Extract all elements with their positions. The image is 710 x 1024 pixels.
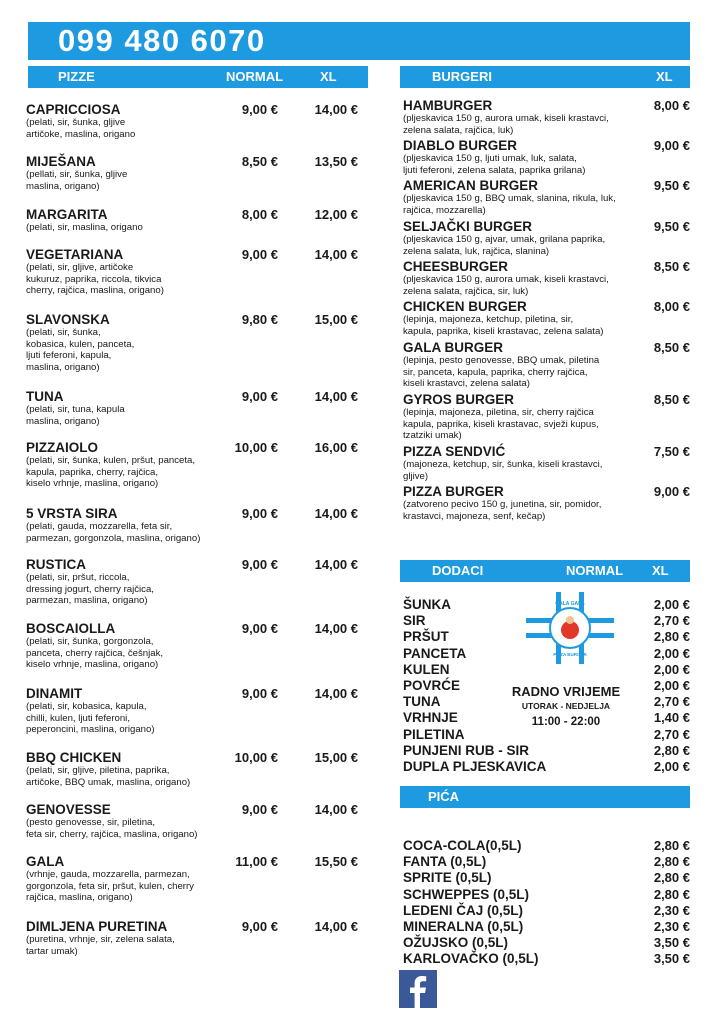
burger-item [403,444,648,482]
pizza-price-xl: 15,50 € [314,854,358,869]
hours-time: 11:00 - 22:00 [531,716,601,728]
addon-price: 2,00 € [653,597,690,612]
pizza-price-normal: 9,00 € [241,919,278,934]
pizza-item [26,102,241,140]
drink-name: SCHWEPPES (0,5L) [403,886,530,902]
pizza-price-xl: 14,00 € [314,557,358,572]
burger-price: 8,50 € [653,392,690,407]
pizza-item [26,154,241,192]
pizza-price-normal: 9,00 € [241,802,278,817]
pizza-price-normal: 10,00 € [234,440,278,455]
addon-name: PUNJENI RUB - SIR [403,742,530,758]
burger-name: GYROS BURGER [403,392,515,407]
burger-item [403,259,648,297]
pizza-item [26,506,241,544]
burger-price: 9,50 € [653,219,690,234]
burger-description: (zatvoreno pecivo 150 g, junetina, sir, pomidor, krastavci, majoneza, senf, kečap) [403,499,602,522]
addon-price: 2,00 € [653,661,690,677]
pizza-name: SLAVONSKA [26,312,110,327]
pizza-price-normal: 9,00 € [241,621,278,636]
pizza-price-xl: 12,00 € [314,207,358,222]
pizza-description: (pelati, sir, šunka, kobasica, kulen, panceta, ljuti feferoni, kapula, maslina, origano) [26,327,135,373]
pizza-price-xl: 15,00 € [314,312,358,327]
pizza-item [26,247,241,297]
burger-description: (lepinja, majoneza, ketchup, piletina, sir, kapula, paprika, kiseli krastavac, zelena salata) [403,314,604,337]
pizze-normal-label: NORMAL [226,69,284,84]
pizza-item [26,440,241,490]
pizza-name: 5 VRSTA SIRA [26,506,118,521]
pizze-xl-label: XL [320,69,337,84]
burger-item [403,484,648,522]
pizza-item [26,854,241,904]
addon-price: 2,00 € [653,645,690,661]
burger-description: (pljeskavica 150 g, ljuti umak, luk, salata, ljuti feferoni, zelena salata, paprika grilana) [403,153,586,176]
drink-name: SPRITE (0,5L) [403,870,492,886]
pizza-price-normal: 8,50 € [241,154,278,169]
pizza-description: (puretina, vrhnje, sir, zelena salata, tartar umak) [26,934,175,957]
burger-item [403,392,648,442]
addon-name: TUNA [403,694,441,710]
pizza-item [26,389,241,427]
pizza-price-normal: 11,00 € [235,854,278,869]
pizza-description: (pelati, sir, kobasica, kapula, chilli, kulen, ljuti feferoni, peperoncini, maslina, origano) [26,701,155,736]
facebook-glyph-icon [399,970,437,1008]
burger-name: CHICKEN BURGER [403,299,527,314]
pizza-description: (pelati, sir, šunka, gorgonzola, panceta, cherry rajčica, češnjak, kiselo vrhnje, maslina, origano) [26,636,164,671]
pizza-name: VEGETARIANA [26,247,124,262]
pizza-price-xl: 14,00 € [314,802,358,817]
drink-name: FANTA (0,5L) [403,854,487,870]
pizza-name: DIMLJENA PURETINA [26,919,168,934]
pizza-name: BBQ CHICKEN [26,750,122,765]
drink-price: 2,80 € [653,870,690,886]
pizze-header [28,66,368,88]
burger-description: (majoneza, ketchup, sir, šunka, kiseli krastavci, gljive) [403,459,603,482]
addon-name: ŠUNKA [403,597,452,612]
burger-price: 8,50 € [653,340,690,355]
pizza-item [26,802,241,840]
drink-name: KARLOVAČKO (0,5L) [403,951,539,967]
burger-name: PIZZA BURGER [403,484,504,499]
dodaci-xl-label: XL [652,563,669,578]
pizza-item [26,750,241,788]
drink-name: OŽUJSKO (0,5L) [403,935,509,951]
addon-name: PILETINA [403,726,465,742]
burger-name: AMERICAN BURGER [403,178,538,193]
addon-name: PRŠUT [403,629,449,645]
burgeri-xl-label: XL [656,69,673,84]
phone-banner [28,22,690,60]
drink-price: 3,50 € [653,951,690,967]
pizza-name: GENOVESSE [26,802,111,817]
pizza-price-normal: 9,00 € [241,102,278,117]
drink-name: COCA-COLA(0,5L) [403,838,522,853]
burger-price: 9,00 € [653,138,690,153]
pizza-item [26,919,241,957]
pizza-price-normal: 9,00 € [241,557,278,572]
burger-item [403,299,648,337]
burger-price: 7,50 € [653,444,690,459]
working-hours [500,684,632,731]
addon-name: POVRĆE [403,678,461,693]
pizza-price-normal: 9,80 € [241,312,278,327]
pizza-price-xl: 16,00 € [314,440,358,455]
burger-price: 8,00 € [653,98,690,113]
addon-name: KULEN [403,661,450,677]
drink-price: 2,80 € [653,886,690,902]
pizza-price-xl: 14,00 € [314,102,358,117]
addon-price: 2,70 € [653,694,690,710]
addon-name: DUPLA PLJESKAVICA [403,759,547,774]
dodaci-normal-label: NORMAL [566,563,624,578]
pizza-name: DINAMIT [26,686,83,701]
addon-price: 2,80 € [653,629,690,645]
burger-name: DIABLO BURGER [403,138,517,153]
drink-price: 2,30 € [653,902,690,918]
burger-description: (lepinja, pesto genovesse, BBQ umak, piletina sir, panceta, kapula, paprika, cherry rajčica, kiseli krastavci, zelena salata) [403,355,600,390]
addon-price: 2,80 € [653,742,690,758]
pizza-price-xl: 13,50 € [314,154,358,169]
pizza-name: MIJEŠANA [26,154,96,169]
pizza-description: (vrhnje, gauda, mozzarella, parmezan, gorgonzola, feta sir, pršut, kulen, cherry rajčica, maslina, origano) [26,869,194,904]
phone-number[interactable]: 099 480 6070 [58,23,266,58]
burger-description: (pljeskavica 150 g, BBQ umak, slanina, rikula, luk, rajčica, mozzarella) [403,193,616,216]
pizza-price-xl: 14,00 € [314,389,358,404]
pizze-title: PIZZE [58,69,95,84]
burger-price: 9,00 € [653,484,690,499]
pizza-description: (pelati, gauda, mozzarella, feta sir, parmezan, gorgonzola, maslina, origano) [26,521,201,544]
addon-price: 2,00 € [653,759,690,774]
burger-item [403,178,648,216]
pizza-name: MARGARITA [26,207,108,222]
pizza-description: (pelati, sir, šunka, kulen, pršut, panceta, kapula, paprika, cherry, rajčica, kiselo vrhnje, maslina, origano) [26,455,196,490]
burger-name: HAMBURGER [403,98,493,113]
addon-name: VRHNJE [403,710,458,726]
drink-price: 2,80 € [653,838,690,853]
burger-name: SELJAČKI BURGER [403,219,533,234]
logo-text-top: GALA GALA [555,601,585,607]
addon-price: 2,70 € [653,613,690,629]
pizza-price-xl: 15,00 € [314,750,358,765]
pizza-price-normal: 9,00 € [241,686,278,701]
addon-price: 2,00 € [653,678,690,693]
pizza-name: CAPRICCIOSA [26,102,121,117]
pizza-price-normal: 8,00 € [241,207,278,222]
pizza-description: (pelati, sir, šunka, gljive artičoke, maslina, origano [26,117,136,140]
hours-days: UTORAK - NEDJELJA [521,701,611,711]
pizza-price-xl: 14,00 € [314,919,358,934]
pizza-price-normal: 10,00 € [234,750,278,765]
pica-title: PIĆA [428,789,460,804]
burger-name: PIZZA SENDVIĆ [403,444,506,459]
dodaci-header [400,560,690,582]
pizza-item [26,686,241,736]
burger-description: (pljeskavica 150 g, aurora umak, kiseli krastavci, zelena salata, rajčica, luk) [403,113,609,136]
pizza-name: PIZZAIOLO [26,440,98,455]
pizza-price-xl: 14,00 € [314,506,358,521]
pizza-price-normal: 9,00 € [241,506,278,521]
burger-item [403,219,648,257]
burger-description: (pljeskavica 150 g, ajvar, umak, grilana paprika, zelena salata, luk, rajčica, slanina) [403,234,606,257]
pizza-description: (pelati, sir, tuna, kapula maslina, origano) [26,404,125,427]
addon-name: PANCETA [403,645,467,661]
facebook-icon[interactable] [399,970,437,1008]
hours-title: RADNO VRIJEME [511,684,621,699]
pizza-description: (pelati, sir, gljive, piletina, paprika, artičoke, BBQ umak, maslina, origano) [26,765,191,788]
addon-price: 1,40 € [653,710,690,726]
burger-description: (lepinja, majoneza, piletina, sir, cherry rajčica kapula, paprika, kiseli krastavac, svježi kupus, tzatziki umak) [403,407,599,442]
addon-name: SIR [403,613,426,629]
pizza-description: (pelati, sir, maslina, origano [26,222,143,233]
restaurant-logo [526,592,614,664]
burger-name: CHEESBURGER [403,259,509,274]
pizza-name: GALA [26,854,65,869]
burgeri-title: BURGERI [432,69,492,84]
pica-header [400,786,690,808]
pizza-item [26,557,241,607]
pizza-price-xl: 14,00 € [314,247,358,262]
pizza-price-normal: 9,00 € [241,247,278,262]
pizza-price-xl: 14,00 € [314,686,358,701]
burger-price: 8,00 € [653,299,690,314]
pizza-description: (pelati, sir, gljive, artičoke kukuruz, paprika, riccola, tikvica cherry, rajčica, maslina, origano) [26,262,164,297]
drink-price: 2,80 € [653,854,690,870]
pizza-price-normal: 9,00 € [241,389,278,404]
pizza-description: (pellati, sir, šunka, gljive maslina, origano) [26,169,128,192]
pizza-item [26,312,241,373]
drink-name: LEDENI ČAJ (0,5L) [403,902,524,918]
burger-item [403,98,648,136]
pizza-name: TUNA [26,389,64,404]
burger-item [403,340,648,390]
pizza-name: BOSCAIOLLA [26,621,116,636]
pizza-name: RUSTICA [26,557,86,572]
drink-price: 3,50 € [653,935,690,951]
dodaci-title: DODACI [432,563,484,578]
pizza-item [26,621,241,671]
drink-name: MINERALNA (0,5L) [403,919,524,934]
burger-price: 8,50 € [653,259,690,274]
addon-price: 2,70 € [653,726,690,742]
drink-price: 2,30 € [653,919,690,934]
burger-name: GALA BURGER [403,340,503,355]
pizza-item [26,207,241,234]
pizza-description: (pelati, sir, pršut, riccola, dressing jogurt, cherry rajčica, parmezan, maslina, origano) [26,572,154,607]
burger-item [403,138,648,176]
logo-text-bottom: PIZZA BURGER [553,652,587,657]
pizza-description: (pesto genovesse, sir, piletina, feta sir, cherry, rajčica, maslina, origano) [26,817,198,840]
burger-description: (pljeskavica 150 g, aurora umak, kiseli krastavci, zelena salata, rajčica, sir, luk) [403,274,609,297]
burgeri-header [400,66,690,88]
pizza-price-xl: 14,00 € [314,621,358,636]
burger-price: 9,50 € [653,178,690,193]
